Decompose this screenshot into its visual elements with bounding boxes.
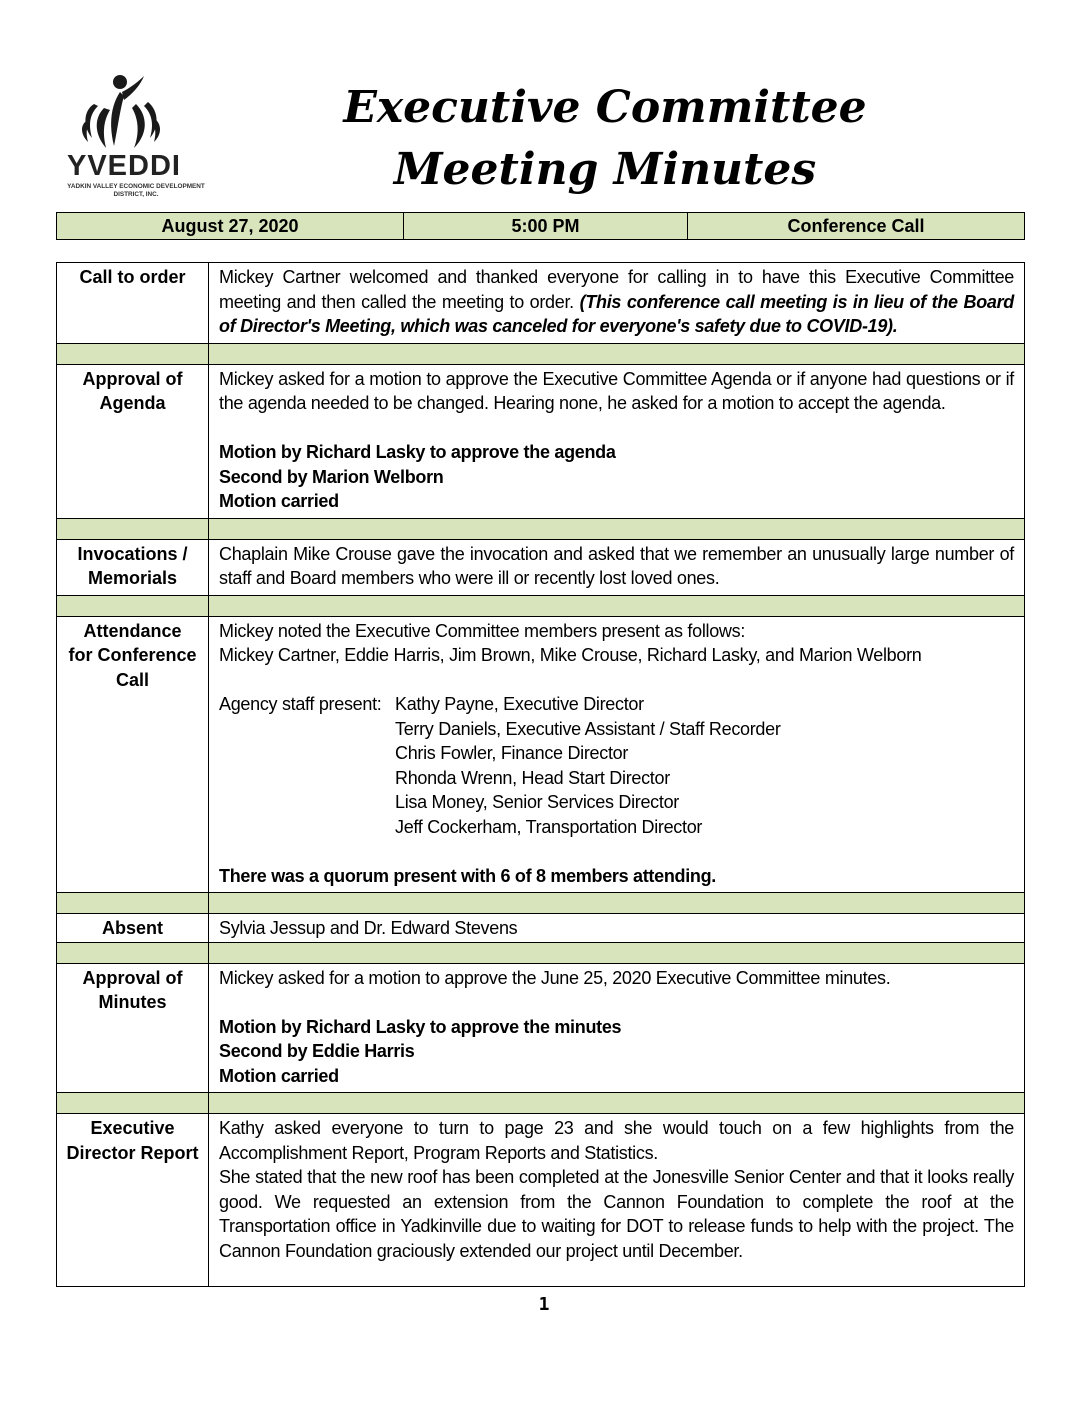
section-content <box>209 616 1025 893</box>
section-invocations <box>57 539 1025 595</box>
agenda-result: Motion carried <box>219 491 339 511</box>
section-attendance <box>57 616 1025 893</box>
staff-item: Rhonda Wrenn, Head Start Director <box>395 767 670 788</box>
logo-subtitle: YADKIN VALLEY ECONOMIC DEVELOPMENT DISTRICT, INC. <box>67 183 205 198</box>
section-label <box>57 1114 209 1287</box>
section-label <box>57 616 209 893</box>
staff-item: Lisa Money, Senior Services Director <box>395 792 679 812</box>
staff-item: Kathy Payne, Executive Director <box>395 694 644 714</box>
meeting-location: Conference Call <box>688 213 1025 240</box>
call-to-order-text: Mickey Cartner welcomed and thanked everyone for calling in to have this Executive Committee meeting and then called the meeting to order. <box>219 267 1014 312</box>
attendance-members: Mickey Cartner, Eddie Harris, Jim Brown, Mike Crouse, Richard Lasky, and Marion Welborn <box>219 645 922 665</box>
staff-label: Agency staff present: <box>219 694 382 714</box>
spacer-row <box>57 893 1025 914</box>
meeting-info-table <box>56 212 1025 240</box>
label-line: Call <box>115 669 149 690</box>
section-label: Call to order <box>57 263 209 344</box>
section-content <box>209 963 1025 1093</box>
section-approval-agenda <box>57 364 1025 518</box>
minutes-text: Mickey asked for a motion to approve the June 25, 2020 Executive Committee minutes. <box>219 967 891 988</box>
spacer-row <box>57 343 1025 364</box>
label-line: Minutes <box>98 992 167 1012</box>
staff-list <box>219 692 1014 839</box>
section-approval-minutes <box>57 963 1025 1093</box>
label-line: Memorials <box>87 568 178 588</box>
spacer-row <box>57 942 1025 963</box>
label-line: Executive <box>90 1118 175 1138</box>
meeting-date: August 27, 2020 <box>57 213 404 240</box>
staff-item: Jeff Cockerham, Transportation Director <box>395 816 703 837</box>
label-line: Approval of <box>82 967 183 988</box>
report-paragraph: Kathy asked everyone to turn to page 23 and she would touch on a few highlights from the Accomplishment Report, Program Reports and Statistics. <box>219 1118 1014 1163</box>
section-label <box>57 364 209 518</box>
page-number: 1 <box>538 1294 550 1315</box>
minutes-result: Motion carried <box>219 1065 339 1086</box>
section-content <box>209 1114 1025 1287</box>
section-call-to-order <box>57 263 1025 344</box>
call-to-order-note: (This conference call meeting is in lieu of the Board of Director's Meeting, which was canceled for everyone's safety due to COVID-19). <box>219 291 1014 336</box>
section-absent <box>57 914 1025 943</box>
agenda-motion: Motion by Richard Lasky to approve the agenda <box>219 442 616 462</box>
logo-name: YVEDDI <box>67 150 181 182</box>
label-line: Director Report <box>66 1142 199 1163</box>
minutes-second: Second by Eddie Harris <box>219 1041 415 1061</box>
label-line: Approval of <box>82 368 183 389</box>
spacer-row <box>57 1093 1025 1114</box>
section-content <box>209 263 1025 344</box>
spacer-row <box>57 595 1025 616</box>
staff-item: Chris Fowler, Finance Director <box>395 743 629 763</box>
section-label <box>57 539 209 595</box>
section-label <box>57 963 209 1093</box>
minutes-table <box>56 262 1025 1287</box>
label-line: for Conference <box>68 645 197 665</box>
meeting-time: 5:00 PM <box>404 213 688 240</box>
section-exec-report <box>57 1114 1025 1287</box>
spacer-row <box>57 518 1025 539</box>
absent-text: Sylvia Jessup and Dr. Edward Stevens <box>209 914 1025 943</box>
yveddi-logo <box>58 74 218 202</box>
label-line: Agenda <box>99 393 166 413</box>
attendance-intro: Mickey noted the Executive Committee members present as follows: <box>219 620 746 641</box>
report-paragraph: She stated that the new roof has been completed at the Jonesville Senior Center and that it looks really good. We requested an extension from the Cannon Foundation to complete the roof at the Transportation office in Yadkinville due to waiting for DOT to release funds to help with the project. The Cannon Foundation graciously extended our project until December. <box>219 1167 1014 1261</box>
label-line: Attendance <box>83 620 182 641</box>
minutes-motion: Motion by Richard Lasky to approve the minutes <box>219 1016 622 1037</box>
agenda-text: Mickey asked for a motion to approve the Executive Committee Agenda or if anyone had questions or if the agenda needed to be changed. Hearing none, he asked for a motion to accept the agenda. <box>219 368 1014 413</box>
leaf-figure-icon <box>58 74 218 154</box>
page-title-line2: Meeting Minutes <box>393 144 817 195</box>
agenda-second: Second by Marion Welborn <box>219 466 444 487</box>
section-content <box>209 364 1025 518</box>
section-label: Absent <box>57 914 209 943</box>
quorum-text: There was a quorum present with 6 of 8 members attending. <box>219 865 717 886</box>
label-line: Invocations / <box>77 543 188 564</box>
invocations-text: Chaplain Mike Crouse gave the invocation and asked that we remember an unusually large number of staff and Board members who were ill or recently lost loved ones. <box>209 539 1025 595</box>
staff-item: Terry Daniels, Executive Assistant / Staff Recorder <box>395 718 781 739</box>
page-title-line1: Executive Committee <box>343 82 867 133</box>
